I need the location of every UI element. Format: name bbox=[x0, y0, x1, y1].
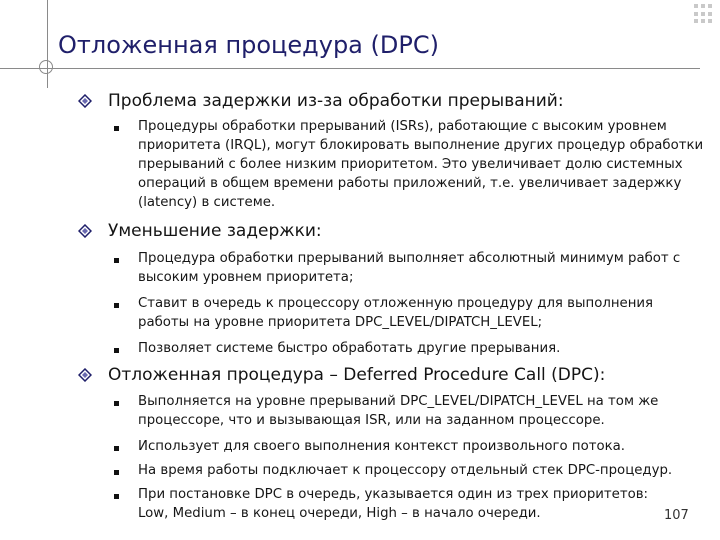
diamond-bullet-icon bbox=[78, 94, 92, 108]
diamond-bullet-icon bbox=[78, 368, 92, 382]
section-heading: Отложенная процедура – Deferred Procedure Call (DPC): bbox=[108, 365, 606, 385]
list-item: Позволяет системе быстро обработать другие прерывания. bbox=[138, 341, 561, 356]
corner-dots-ornament bbox=[694, 4, 714, 24]
slide-title: Отложенная процедура (DPC) bbox=[58, 31, 439, 59]
section-heading: Уменьшение задержки: bbox=[108, 221, 322, 241]
list-item: При постановке DPC в очередь, указывается один из трех приоритетов: Low, Medium – в конец очереди, High – в начало очереди. bbox=[138, 487, 649, 521]
square-bullet-icon bbox=[114, 303, 119, 308]
square-bullet-icon bbox=[114, 494, 119, 499]
diamond-bullet-icon bbox=[78, 224, 92, 238]
square-bullet-icon bbox=[114, 446, 119, 451]
frame-circle-ornament bbox=[39, 60, 53, 74]
list-item: Процедуры обработки прерываний (ISRs), работающие с высоким уровнем приоритета (IRQL), могут блокировать выполнение других процедур обработки прерываний с более низким приоритетом. Это увеличивает долю системных операций в общем времени работы приложений, т.е. увеличивает задержку (latency) в системе. bbox=[138, 119, 704, 210]
square-bullet-icon bbox=[114, 470, 119, 475]
frame-vertical-line bbox=[47, 0, 48, 88]
square-bullet-icon bbox=[114, 126, 119, 131]
list-item: Ставит в очередь к процессору отложенную процедуру для выполнения работы на уровне приоритета DPC_LEVEL/DIPATCH_LEVEL; bbox=[138, 296, 654, 330]
section-heading: Проблема задержки из-за обработки прерываний: bbox=[108, 91, 564, 111]
frame-horizontal-line bbox=[0, 68, 700, 69]
page-number: 107 bbox=[664, 508, 689, 523]
square-bullet-icon bbox=[114, 348, 119, 353]
list-item: Выполняется на уровне прерываний DPC_LEVEL/DIPATCH_LEVEL на том же процессоре, что и вызывающая ISR, или на заданном процессоре. bbox=[138, 394, 659, 428]
list-item: Использует для своего выполнения контекст произвольного потока. bbox=[138, 439, 626, 454]
list-item: Процедура обработки прерываний выполняет абсолютный минимум работ с высоким уровнем приоритета; bbox=[138, 251, 681, 285]
square-bullet-icon bbox=[114, 401, 119, 406]
square-bullet-icon bbox=[114, 258, 119, 263]
list-item: На время работы подключает к процессору отдельный стек DPC-процедур. bbox=[138, 463, 673, 478]
